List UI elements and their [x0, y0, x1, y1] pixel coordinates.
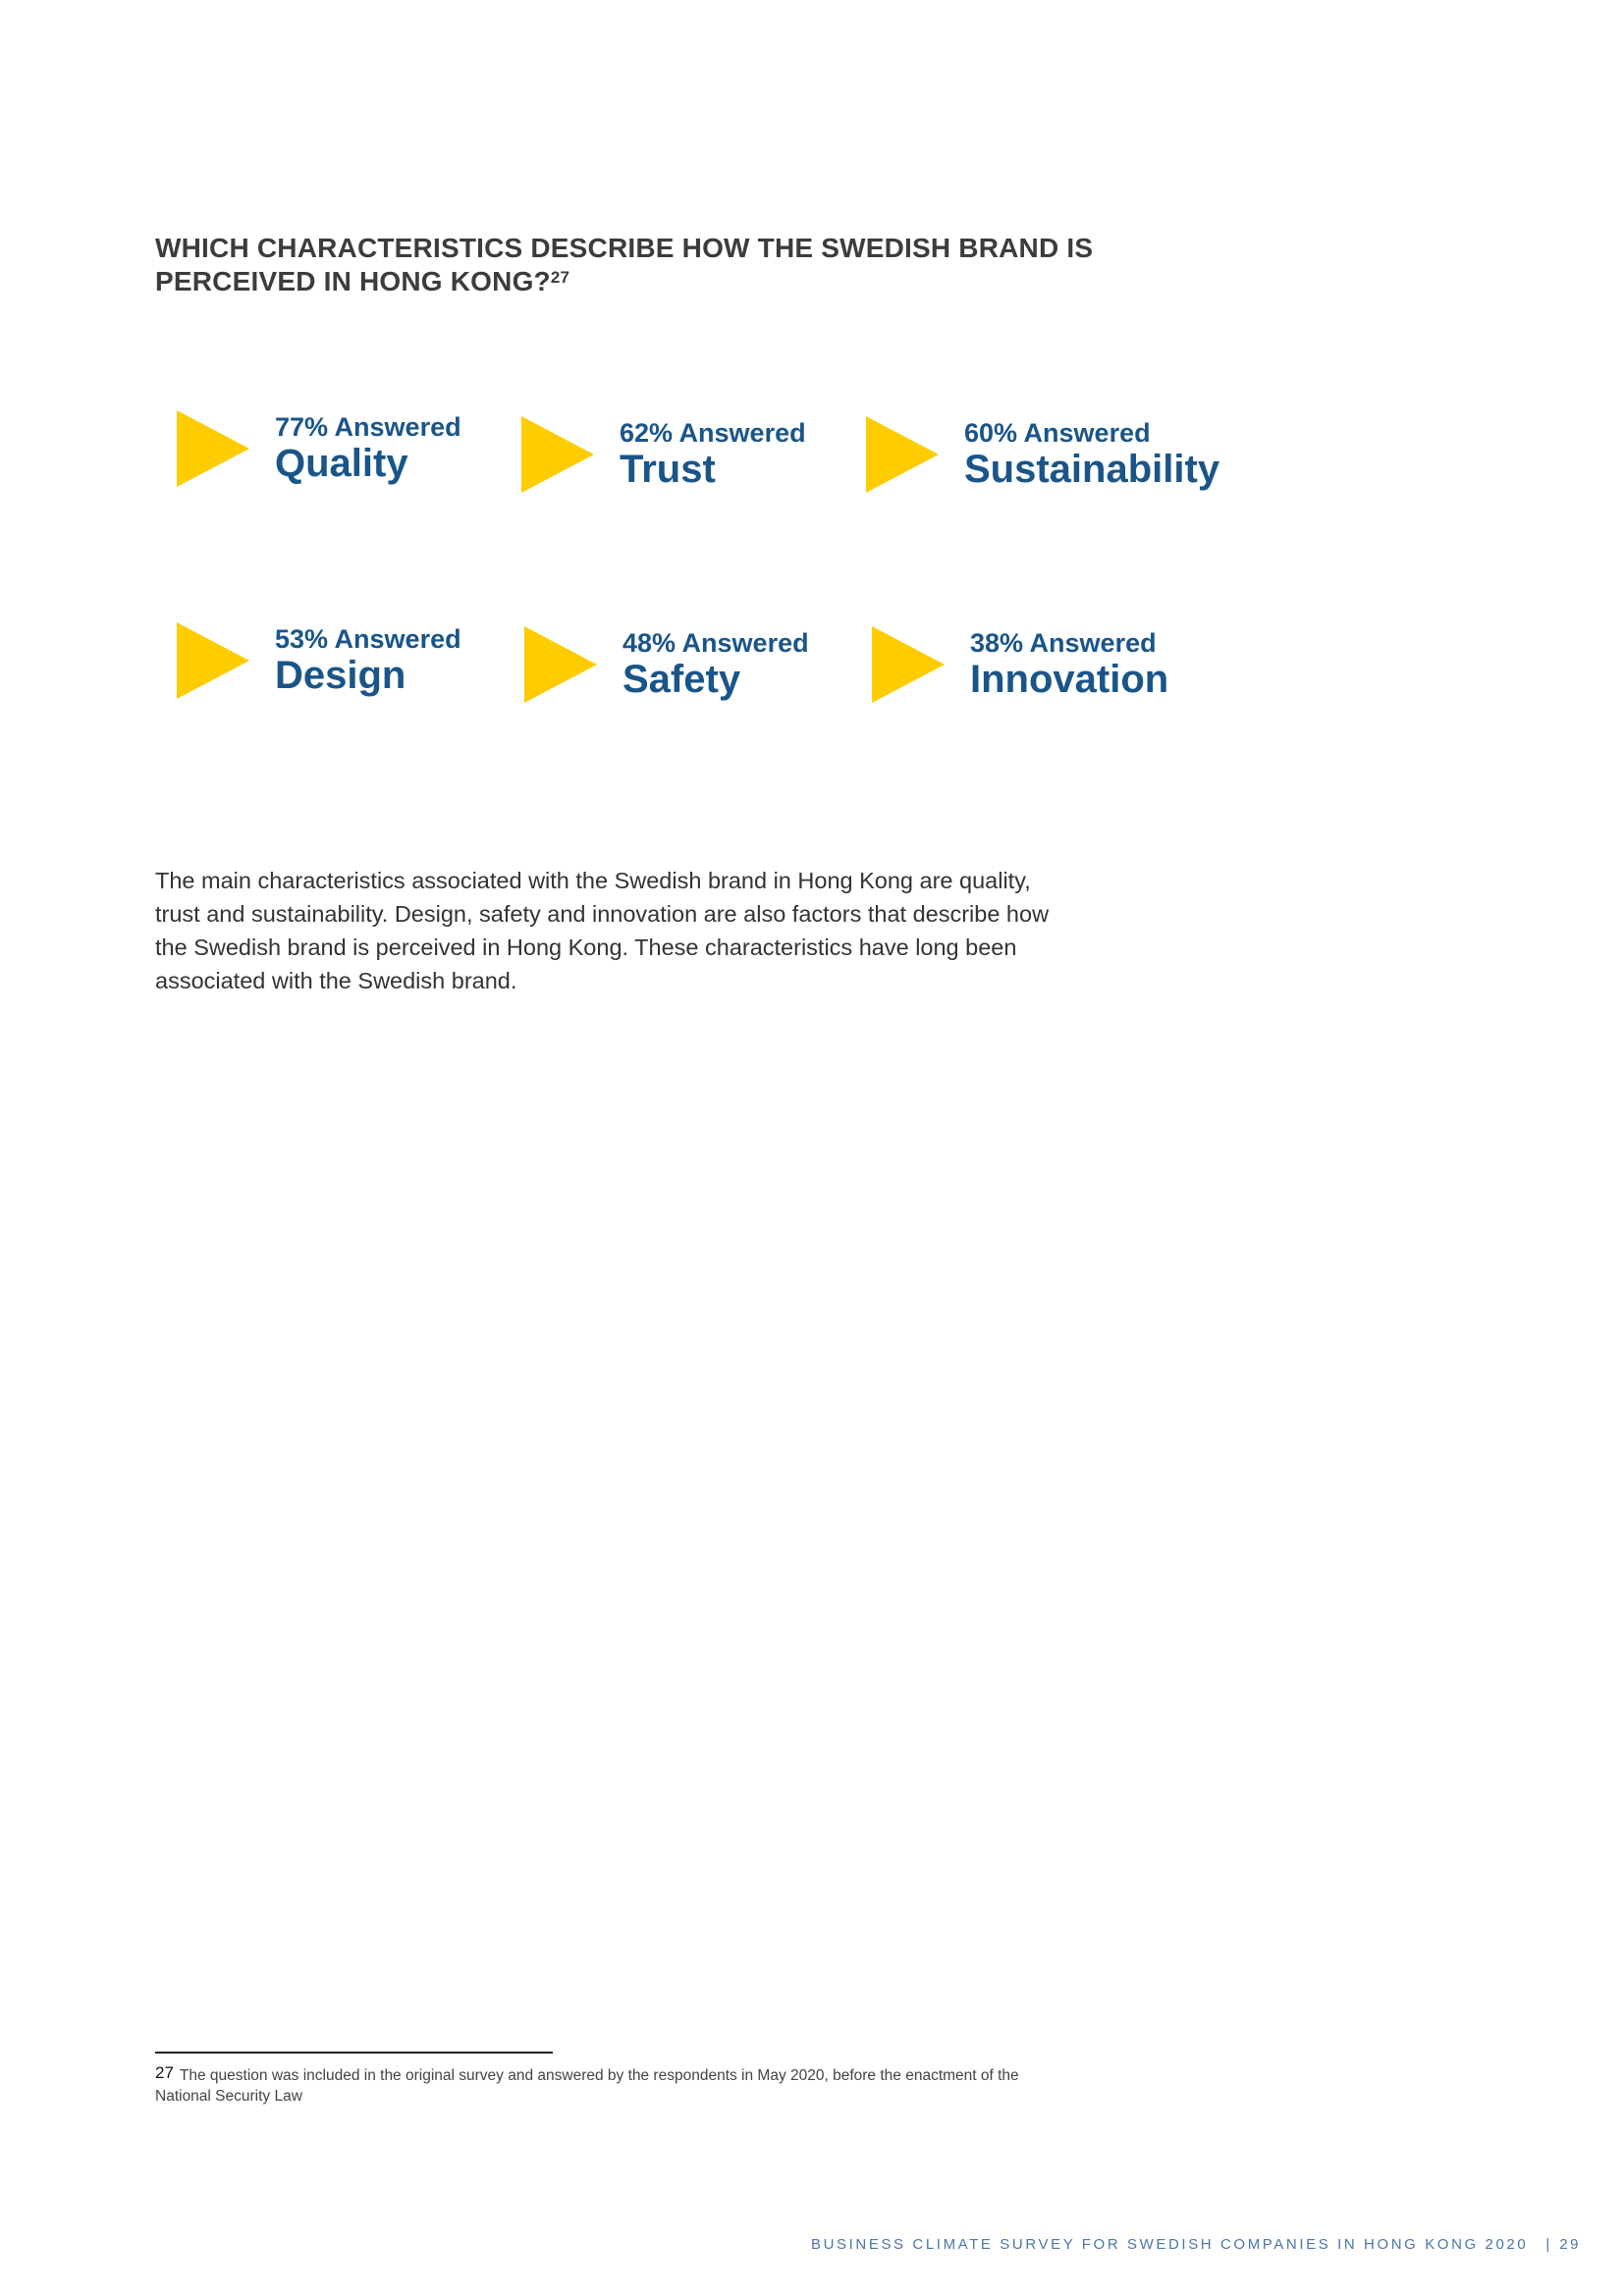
page-number: 29: [1559, 2236, 1582, 2253]
footnote: [155, 2065, 1137, 2107]
page-heading: [155, 232, 1235, 298]
yellow-triangle-icon: [177, 622, 249, 699]
yellow-triangle-icon: [524, 626, 597, 703]
characteristic-name: Design: [275, 654, 406, 697]
characteristic-name: Innovation: [970, 658, 1169, 701]
characteristic-name: Sustainability: [964, 448, 1220, 491]
heading-line-1: WHICH CHARACTERISTICS DESCRIBE HOW THE SWEDISH BRAND IS: [155, 233, 1094, 263]
heading-footnote-ref: 27: [550, 268, 570, 287]
body-paragraph: [155, 864, 1147, 997]
footnote-number: 27: [155, 2063, 174, 2082]
characteristic-percent: 53% Answered: [275, 624, 461, 654]
footnote-line-2: National Security Law: [155, 2088, 302, 2105]
footnote-text-1: The question was included in the original survey and answered by the respondents in May 2020, before the enactment of the: [179, 2067, 1019, 2084]
characteristic-name: Trust: [620, 448, 716, 491]
body-line: trust and sustainability. Design, safety and innovation are also factors that describe how: [155, 901, 1050, 927]
body-line: The main characteristics associated with the Swedish brand in Hong Kong are quality,: [155, 868, 1031, 893]
page-footer: [811, 2236, 1582, 2253]
characteristic-percent: 48% Answered: [623, 628, 809, 658]
footnote-line-1: [155, 2065, 1137, 2086]
yellow-triangle-icon: [866, 416, 939, 493]
characteristic-percent: 38% Answered: [970, 628, 1157, 658]
characteristic-percent: 77% Answered: [275, 412, 461, 442]
characteristic-name: Quality: [275, 442, 408, 485]
characteristic-name: Safety: [623, 658, 741, 701]
footer-title: BUSINESS CLIMATE SURVEY FOR SWEDISH COMPANIES IN HONG KONG 2020: [811, 2236, 1529, 2253]
yellow-triangle-icon: [872, 626, 945, 703]
footer-separator: |: [1545, 2236, 1550, 2253]
characteristic-percent: 60% Answered: [964, 418, 1151, 448]
body-line: the Swedish brand is perceived in Hong Kong. These characteristics have long been: [155, 934, 1017, 960]
heading-line-2: [155, 265, 1235, 298]
body-line: associated with the Swedish brand.: [155, 968, 517, 993]
footnote-divider: [155, 2052, 553, 2054]
yellow-triangle-icon: [177, 410, 249, 487]
yellow-triangle-icon: [521, 416, 594, 493]
heading-line-2-text: PERCEIVED IN HONG KONG?: [155, 266, 551, 296]
characteristic-percent: 62% Answered: [620, 418, 806, 448]
